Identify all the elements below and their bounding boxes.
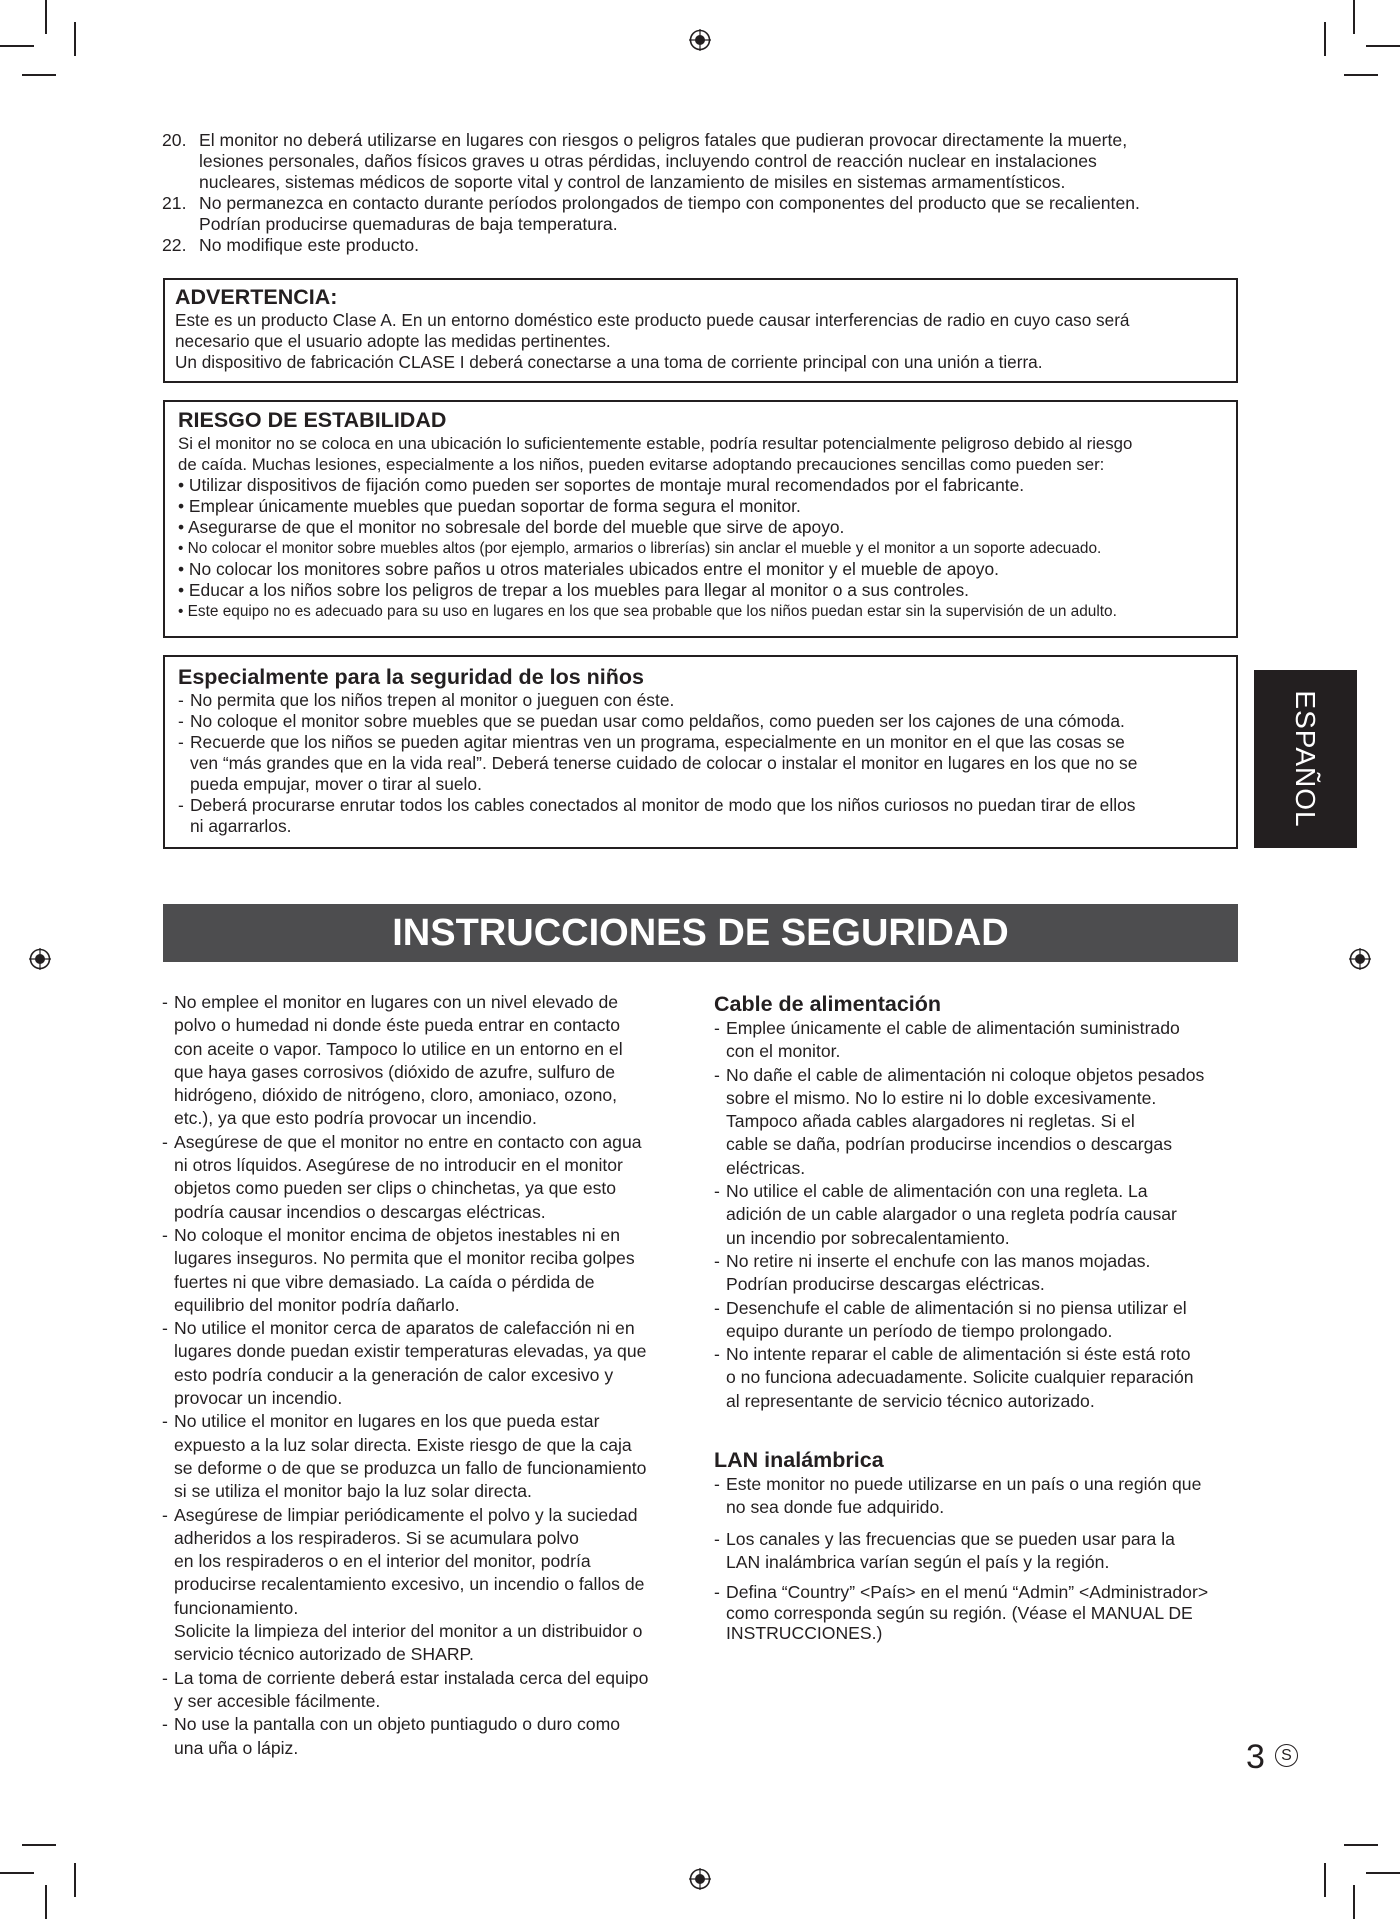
- riesgo-title: RIESGO DE ESTABILIDAD: [178, 408, 447, 432]
- lan-section: [714, 1447, 1244, 1644]
- item-line: La toma de corriente deberá estar instalada cerca del equipo: [174, 1667, 649, 1688]
- item-line: o no funciona adecuadamente. Solicite cualquier reparación: [726, 1367, 1194, 1388]
- crop-mark: [45, 0, 47, 34]
- list-item: [162, 130, 1242, 193]
- crop-mark: [0, 45, 34, 47]
- list-item: - Este monitor no puede utilizarse en un país o una región que no sea donde fue adquirido.: [714, 1473, 1244, 1520]
- crop-mark: [1324, 22, 1326, 56]
- item-line: un incendio por sobrecalentamiento.: [726, 1227, 1010, 1248]
- item-line: Podrían producirse descargas eléctricas.: [726, 1274, 1045, 1295]
- riesgo-box: [163, 400, 1238, 638]
- box-line: Un dispositivo de fabricación CLASE I deberá conectarse a una toma de corriente principal con una unión a tierra.: [175, 352, 1043, 372]
- registration-mark-icon: [1349, 948, 1371, 970]
- item-line: provocar un incendio.: [174, 1388, 343, 1409]
- crop-mark: [1366, 1872, 1400, 1874]
- item-line: cable se daña, podrían producirse incendios o descargas: [726, 1134, 1172, 1155]
- left-column: [162, 991, 692, 1760]
- crop-mark: [1353, 1885, 1355, 1919]
- item-line: No utilice el monitor cerca de aparatos de calefacción ni en: [174, 1318, 635, 1339]
- list-item: - No intente reparar el cable de alimentación si éste está roto o no funciona adecuadamente. Solicite cualquier reparación al representante de servicio técnico autorizado.: [714, 1343, 1244, 1413]
- item-line: No retire ni inserte el enchufe con las manos mojadas.: [726, 1250, 1151, 1271]
- language-tab-label: ESPAÑOL: [1290, 690, 1321, 828]
- item-line: Solicite la limpieza del interior del monitor a un distribuidor o: [174, 1621, 643, 1642]
- item-line: equipo durante un período de tiempo prolongado.: [726, 1320, 1113, 1341]
- numbered-list: [162, 130, 1242, 256]
- item-line: lesiones personales, daños físicos graves u otras pérdidas, incluyendo control de reacción nuclear en instalaciones: [199, 151, 1097, 171]
- item-line: El monitor no deberá utilizarse en lugares con riesgos o peligros fatales que pudieran provocar directamente la muerte,: [199, 130, 1128, 150]
- item-line: Podrían producirse quemaduras de baja temperatura.: [199, 214, 618, 234]
- item-line: No use la pantalla con un objeto puntiagudo o duro como: [174, 1714, 621, 1735]
- item-line: No modifique este producto.: [199, 235, 420, 255]
- item-number: 22.: [162, 235, 187, 255]
- item-line: fuertes ni que vibre demasiado. La caída o pérdida de: [174, 1271, 595, 1292]
- item-line: no sea donde fue adquirido.: [726, 1497, 945, 1518]
- list-item: - No permita que los niños trepen al monitor o jueguen con éste.: [178, 690, 1226, 711]
- registration-mark-icon: [689, 1868, 711, 1890]
- crop-mark: [1366, 45, 1400, 47]
- item-line: Los canales y las frecuencias que se pueden usar para la: [726, 1528, 1175, 1549]
- item-line: No intente reparar el cable de alimentación si éste está roto: [726, 1344, 1191, 1365]
- item-line: No utilice el cable de alimentación con una regleta. La: [726, 1181, 1148, 1202]
- item-line: Este monitor no puede utilizarse en un país o una región que: [726, 1474, 1202, 1494]
- crop-mark: [1353, 0, 1355, 34]
- list-item: - No dañe el cable de alimentación ni coloque objetos pesados sobre el mismo. No lo estire ni lo doble excesivamente. Tampoco añada cables alargadores ni regletas. Si el cable se daña, podrían producirse incendios o descargas eléctricas.: [714, 1064, 1244, 1180]
- list-item: - No utilice el monitor en lugares en los que pueda estar expuesto a la luz solar directa. Existe riesgo de que la caja se deforme o de que se produzca un fallo de funcionamiento si se utiliza el monitor bajo la luz solar directa.: [162, 1410, 692, 1503]
- item-line: No dañe el cable de alimentación ni coloque objetos pesados: [726, 1064, 1205, 1085]
- item-line: producirse recalentamiento excesivo, un incendio o fallos de: [174, 1574, 645, 1595]
- item-line: podría causar incendios o descargas eléctricas.: [174, 1201, 546, 1222]
- advertencia-title: ADVERTENCIA:: [175, 285, 338, 309]
- item-line: polvo o humedad ni donde éste pueda entrar en contacto: [174, 1015, 621, 1036]
- item-line: nucleares, sistemas médicos de soporte vital y control de lanzamiento de misiles en sistemas armamentísticos.: [199, 172, 1066, 192]
- item-line: LAN inalámbrica varían según el país y la región.: [726, 1551, 1110, 1572]
- item-line: sobre el mismo. No lo estire ni lo doble excesivamente.: [726, 1087, 1157, 1108]
- ninos-box: [163, 655, 1238, 849]
- item-line: lugares inseguros. No permita que el monitor reciba golpes: [174, 1248, 635, 1269]
- item-line: Desenchufe el cable de alimentación si no piensa utilizar el: [726, 1297, 1187, 1318]
- section-banner: INSTRUCCIONES DE SEGURIDAD: [163, 904, 1238, 962]
- list-item: [162, 193, 1242, 235]
- item-line: Emplee únicamente el cable de alimentación suministrado: [726, 1018, 1180, 1038]
- box-line: necesario que el usuario adopte las medidas pertinentes.: [175, 331, 611, 351]
- item-line: No coloque el monitor sobre muebles que se puedan usar como peldaños, como pueden ser los cajones de una cómoda.: [190, 711, 1125, 731]
- item-line: en los respiraderos o en el interior del monitor, podría: [174, 1551, 591, 1572]
- item-line: que haya gases corrosivos (dióxido de azufre, sulfuro de: [174, 1061, 616, 1082]
- item-line: INSTRUCCIONES.): [726, 1623, 883, 1644]
- box-line: de caída. Muchas lesiones, especialmente a los niños, pueden evitarse adoptando precauciones sencillas como pueden ser:: [178, 455, 1105, 474]
- crop-mark: [0, 1872, 34, 1874]
- item-line: expuesto a la luz solar directa. Existe riesgo de que la caja: [174, 1434, 632, 1455]
- crop-mark: [22, 74, 56, 76]
- page-number: 3: [1246, 1738, 1265, 1776]
- item-line: Asegúrese de limpiar periódicamente el polvo y la suciedad: [174, 1504, 638, 1525]
- advertencia-box: [163, 278, 1238, 383]
- page-suffix-badge: S: [1275, 1744, 1298, 1767]
- bullet-item: • Utilizar dispositivos de fijación como pueden ser soportes de montaje mural recomendados por el fabricante.: [178, 475, 1025, 495]
- item-line: No coloque el monitor encima de objetos inestables ni en: [174, 1224, 620, 1245]
- item-number: 21.: [162, 193, 187, 213]
- list-item: - Los canales y las frecuencias que se pueden usar para la LAN inalámbrica varían según el país y la región.: [714, 1528, 1244, 1575]
- list-item: - No coloque el monitor sobre muebles que se puedan usar como peldaños, como pueden ser los cajones de una cómoda.: [178, 711, 1226, 732]
- item-line: No emplee el monitor en lugares con un nivel elevado de: [174, 992, 619, 1012]
- item-line: Tampoco añada cables alargadores ni regletas. Si el: [726, 1111, 1135, 1132]
- item-line: con el monitor.: [726, 1041, 841, 1062]
- item-line: una uña o lápiz.: [174, 1737, 299, 1758]
- item-line: Asegúrese de que el monitor no entre en contacto con agua: [174, 1131, 642, 1152]
- bullet-item: • No colocar los monitores sobre paños u otros materiales ubicados entre el monitor y el mueble de apoyo.: [178, 559, 999, 579]
- list-item: - Recuerde que los niños se pueden agitar mientras ven un programa, especialmente en un monitor en el que las cosas se ven “más grandes que en la vida real”. Deberá tenerse cuidado de colocar o instalar el monitor en lugares en los que no se pueda empujar, mover o tirar al suelo.: [178, 732, 1226, 795]
- crop-mark: [22, 1844, 56, 1846]
- bullet-item: • No colocar el monitor sobre muebles altos (por ejemplo, armarios o librerías) sin anclar el mueble y el monitor a un soporte adecuado.: [178, 540, 1102, 557]
- lan-title: LAN inalámbrica: [714, 1448, 884, 1472]
- item-line: y ser accesible fácilmente.: [174, 1690, 381, 1711]
- crop-mark: [74, 22, 76, 56]
- item-line: como corresponda según su región. (Véase el MANUAL DE: [726, 1602, 1193, 1623]
- crop-mark: [1344, 74, 1378, 76]
- list-item: - Desenchufe el cable de alimentación si no piensa utilizar el equipo durante un período de tiempo prolongado.: [714, 1297, 1244, 1344]
- item-line: con aceite o vapor. Tampoco lo utilice en un entorno en el: [174, 1038, 623, 1059]
- list-item: - No utilice el monitor cerca de aparatos de calefacción ni en lugares donde puedan existir temperaturas elevadas, ya que esto podría conducir a la generación de calor excesivo y provocar un incendio.: [162, 1317, 692, 1410]
- registration-mark-icon: [689, 29, 711, 51]
- list-item: - Emplee únicamente el cable de alimentación suministrado con el monitor.: [714, 1017, 1244, 1064]
- list-item: - Deberá procurarse enrutar todos los cables conectados al monitor de modo que los niños curiosos no puedan tirar de ellos ni agarrarlos.: [178, 795, 1226, 837]
- item-line: ni agarrarlos.: [190, 816, 292, 836]
- item-line: si se utiliza el monitor bajo la luz solar directa.: [174, 1481, 532, 1502]
- language-tab: [1254, 670, 1357, 848]
- item-line: esto podría conducir a la generación de calor excesivo y: [174, 1364, 614, 1385]
- item-line: adición de un cable alargador o una regleta podría causar: [726, 1204, 1177, 1225]
- list-item: - No coloque el monitor encima de objetos inestables ni en lugares inseguros. No permita que el monitor reciba golpes fuertes ni que vibre demasiado. La caída o pérdida de equilibrio del monitor podría dañarlo.: [162, 1224, 692, 1317]
- list-item: - La toma de corriente deberá estar instalada cerca del equipo y ser accesible fácilmente.: [162, 1667, 692, 1714]
- list-item: - Asegúrese de que el monitor no entre en contacto con agua ni otros líquidos. Asegúrese de no introducir en el monitor objetos como pueden ser clips o chinchetas, ya que esto podría causar incendios o descargas eléctricas.: [162, 1131, 692, 1224]
- list-item: - No use la pantalla con un objeto puntiagudo o duro como una uña o lápiz.: [162, 1713, 692, 1760]
- item-line: adheridos a los respiraderos. Si se acumulara polvo: [174, 1527, 579, 1548]
- item-line: equilibrio del monitor podría dañarlo.: [174, 1294, 460, 1315]
- list-item: - No utilice el cable de alimentación con una regleta. La adición de un cable alargador o una regleta podría causar un incendio por sobrecalentamiento.: [714, 1180, 1244, 1250]
- bullet-item: • Este equipo no es adecuado para su uso en lugares en los que sea probable que los niños puedan estar sin la supervisión de un adulto.: [178, 603, 1117, 620]
- list-item: - No emplee el monitor en lugares con un nivel elevado de polvo o humedad ni donde éste pueda entrar en contacto con aceite o vapor. Tampoco lo utilice en un entorno en el que haya gases corrosivos (dióxido de azufre, sulfuro de hidrógeno, dióxido de nitrógeno, cloro, amoniaco, ozono, etc.), ya que esto podría provocar un incendio.: [162, 991, 692, 1131]
- list-item: - Defina “Country” <País> en el menú “Admin” <Administrador> como corresponda según su región. (Véase el MANUAL DE INSTRUCCIONES.): [714, 1582, 1244, 1644]
- item-line: ni otros líquidos. Asegúrese de no introducir en el monitor: [174, 1155, 623, 1176]
- bullet-item: • Asegurarse de que el monitor no sobresale del borde del mueble que sirve de apoyo.: [178, 517, 845, 537]
- cable-section: [714, 991, 1244, 1413]
- item-line: ven “más grandes que en la vida real”. Deberá tenerse cuidado de colocar o instalar el monitor en lugares en los que no se: [190, 753, 1138, 773]
- box-line: Si el monitor no se coloca en una ubicación lo suficientemente estable, podría resultar potencialmente peligroso debido al riesgo: [178, 434, 1133, 453]
- list-item: [162, 235, 1242, 256]
- item-line: Deberá procurarse enrutar todos los cables conectados al monitor de modo que los niños curiosos no puedan tirar de ellos: [190, 795, 1136, 815]
- list-item: - No retire ni inserte el enchufe con las manos mojadas. Podrían producirse descargas eléctricas.: [714, 1250, 1244, 1297]
- ninos-title: Especialmente para la seguridad de los niños: [178, 665, 644, 689]
- item-line: Defina “Country” <País> en el menú “Admin” <Administrador>: [726, 1582, 1209, 1603]
- item-line: lugares donde puedan existir temperaturas elevadas, ya que: [174, 1341, 647, 1362]
- list-item: - Asegúrese de limpiar periódicamente el polvo y la suciedad adheridos a los respiraderos. Si se acumulara polvo en los respiraderos o en el interior del monitor, podría producirse recalentamiento excesivo, un incendio o fallos de funcionamiento. Solicite la limpieza del interior del monitor a un distribuidor o servicio técnico autorizado de SHARP.: [162, 1504, 692, 1667]
- item-line: No utilice el monitor en lugares en los que pueda estar: [174, 1411, 600, 1432]
- item-line: Recuerde que los niños se pueden agitar mientras ven un programa, especialmente en un monitor en el que las cosas se: [190, 732, 1125, 752]
- item-line: funcionamiento.: [174, 1597, 299, 1618]
- crop-mark: [74, 1863, 76, 1897]
- registration-mark-icon: [29, 948, 51, 970]
- cable-title: Cable de alimentación: [714, 992, 942, 1016]
- item-line: se deforme o de que se produzca un fallo de funcionamiento: [174, 1457, 647, 1478]
- bullet-item: • Educar a los niños sobre los peligros de trepar a los muebles para llegar al monitor o a sus controles.: [178, 580, 970, 600]
- item-line: eléctricas.: [726, 1157, 806, 1178]
- crop-mark: [1344, 1844, 1378, 1846]
- box-line: Este es un producto Clase A. En un entorno doméstico este producto puede causar interferencias de radio en cuyo caso será: [175, 310, 1130, 330]
- item-line: No permita que los niños trepen al monitor o jueguen con éste.: [190, 690, 675, 710]
- crop-mark: [1324, 1863, 1326, 1897]
- item-line: etc.), ya que esto podría provocar un incendio.: [174, 1108, 537, 1129]
- item-line: servicio técnico autorizado de SHARP.: [174, 1644, 474, 1665]
- item-number: 20.: [162, 130, 187, 150]
- item-line: hidrógeno, dióxido de nitrógeno, cloro, amoniaco, ozono,: [174, 1085, 618, 1106]
- item-line: objetos como pueden ser clips o chinchetas, ya que esto: [174, 1178, 617, 1199]
- item-line: pueda empujar, mover o tirar al suelo.: [190, 774, 482, 794]
- crop-mark: [45, 1885, 47, 1919]
- item-line: No permanezca en contacto durante períodos prolongados de tiempo con componentes del producto que se recalienten.: [199, 193, 1140, 213]
- item-line: al representante de servicio técnico autorizado.: [726, 1390, 1095, 1411]
- bullet-item: • Emplear únicamente muebles que puedan soportar de forma segura el monitor.: [178, 496, 801, 516]
